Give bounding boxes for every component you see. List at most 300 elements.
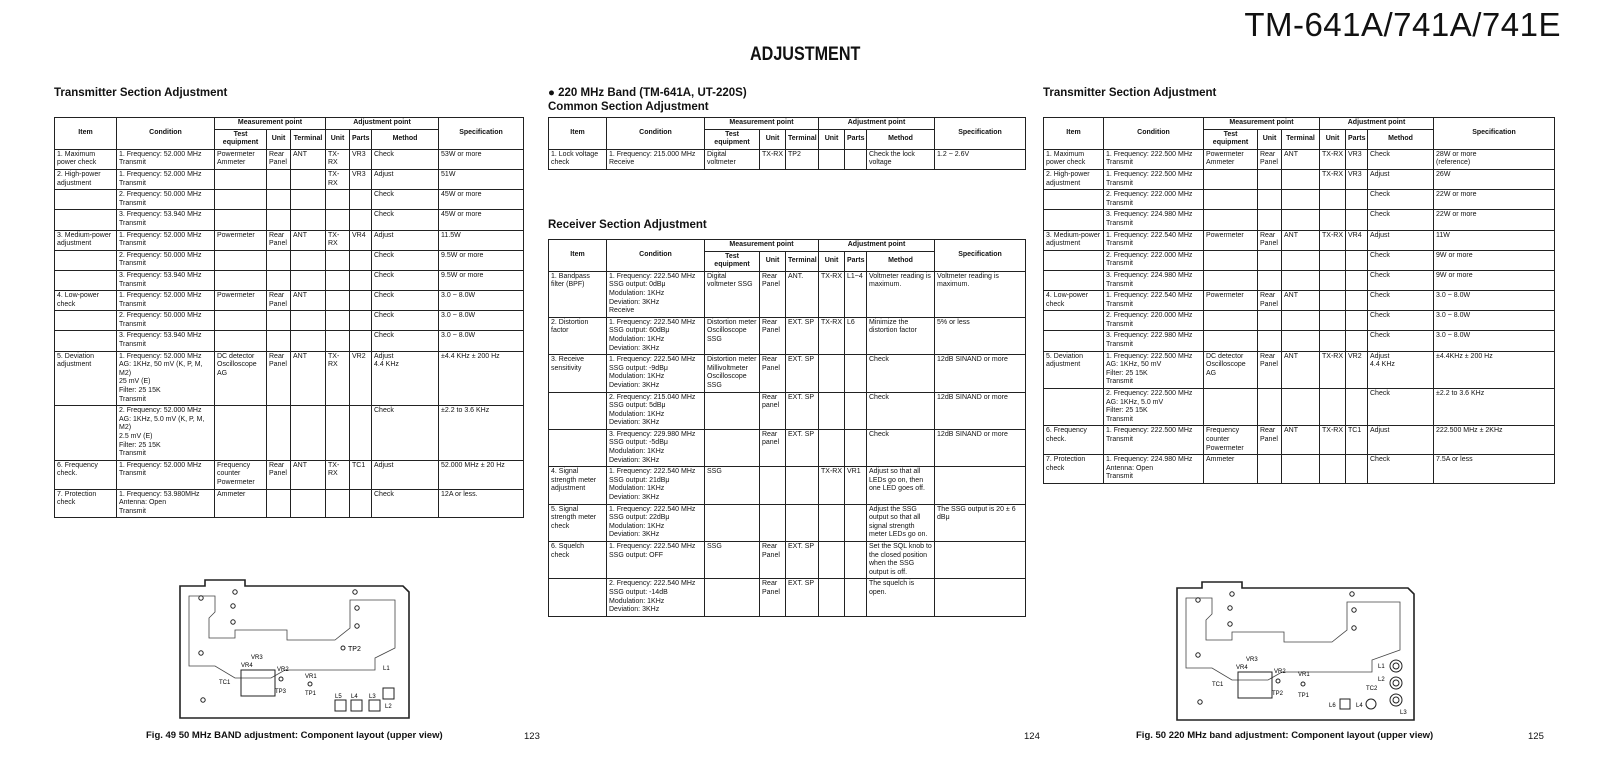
parts-cell: VR4 <box>350 230 372 250</box>
adjustment-unit-cell: TX-RX <box>326 351 350 406</box>
measurement-unit-cell <box>760 504 786 541</box>
parts-cell <box>350 210 372 230</box>
item-cell <box>1044 389 1104 426</box>
test-equipment-cell: DC detector Oscilloscope AG <box>215 351 267 406</box>
measurement-unit-cell <box>1258 169 1282 189</box>
right-transmitter-table <box>1043 117 1555 484</box>
table-row <box>549 429 1026 466</box>
measurement-unit-cell: Rear Panel <box>760 317 786 354</box>
terminal-cell <box>1282 250 1320 270</box>
terminal-cell <box>291 250 326 270</box>
test-equipment-cell <box>215 169 267 189</box>
parts-cell <box>1346 270 1368 290</box>
table-row <box>1044 149 1555 169</box>
terminal-cell: EXT. SP <box>786 579 819 616</box>
test-equipment-cell <box>215 311 267 331</box>
parts-cell <box>350 270 372 290</box>
test-equipment-cell: SSG <box>705 467 760 504</box>
adjustment-unit-cell <box>326 291 350 311</box>
measurement-unit-cell <box>267 190 291 210</box>
col-item: Item <box>549 118 607 150</box>
table-row <box>549 579 1026 616</box>
item-cell: 4. Signal strength meter adjustment <box>549 467 607 504</box>
test-equipment-cell <box>1204 331 1258 351</box>
specification-cell: 45W or more <box>439 210 524 230</box>
parts-cell: VR3 <box>350 169 372 189</box>
condition-cell: 2. Frequency: 222.500 MHz AG: 1KHz, 5.0 mV Filter: 25 15K Transmit <box>1104 389 1204 426</box>
col-terminal: Terminal <box>786 129 819 149</box>
measurement-unit-cell <box>267 210 291 230</box>
item-cell: 2. High-power adjustment <box>1044 169 1104 189</box>
terminal-cell <box>291 190 326 210</box>
terminal-cell <box>786 467 819 504</box>
parts-cell <box>845 429 867 466</box>
adjustment-unit-cell: TX-RX <box>819 467 845 504</box>
condition-cell: 2. Frequency: 215.040 MHz SSG output: 5dBμ Modulation: 1KHz Deviation: 3KHz <box>607 392 705 429</box>
adjustment-unit-cell <box>819 504 845 541</box>
label-tp1: TP1 <box>1298 693 1310 699</box>
adjustment-unit-cell: TX-RX <box>1320 149 1346 169</box>
condition-cell: 1. Frequency: 52.000 MHz AG: 1KHz, 50 mV (K, P, M, M2) 25 mV (E) Filter: 25 15K Transmit <box>117 351 215 406</box>
item-cell: 7. Protection check <box>1044 455 1104 484</box>
terminal-cell <box>1282 331 1320 351</box>
table-row <box>55 190 524 210</box>
item-cell: 1. Maximum power check <box>1044 149 1104 169</box>
specification-cell: ±2.2 to 3.6 KHz <box>439 406 524 461</box>
condition-cell: 1. Frequency: 52.000 MHz Transmit <box>117 149 215 169</box>
condition-cell: 1. Frequency: 222.540 MHz SSG output: OFF <box>607 542 705 579</box>
parts-cell <box>845 579 867 616</box>
table-row <box>1044 230 1555 250</box>
test-equipment-cell <box>1204 190 1258 210</box>
terminal-cell: EXT. SP <box>786 429 819 466</box>
common-section-title: Common Section Adjustment <box>548 101 709 113</box>
common-section-table <box>548 117 1026 170</box>
test-equipment-cell <box>705 504 760 541</box>
test-equipment-cell: Powermeter Ammeter <box>1204 149 1258 169</box>
table-row <box>549 542 1026 579</box>
col-test-equipment: Test equipment <box>215 129 267 149</box>
test-equipment-cell: Powermeter <box>215 291 267 311</box>
item-cell: 3. Receive sensitivity <box>549 355 607 392</box>
table-row <box>55 489 524 518</box>
table-row <box>549 355 1026 392</box>
adjustment-unit-cell: TX-RX <box>1320 230 1346 250</box>
parts-cell <box>1346 455 1368 484</box>
col-measurement-point: Measurement point <box>215 118 326 130</box>
method-cell: Check <box>867 429 935 466</box>
adjustment-unit-cell <box>1320 250 1346 270</box>
label-l3: L3 <box>369 694 376 700</box>
measurement-unit-cell <box>1258 190 1282 210</box>
item-cell: 6. Squelch check <box>549 542 607 579</box>
label-l2: L2 <box>1378 677 1385 683</box>
method-cell: Check <box>1368 291 1434 311</box>
col-item: Item <box>55 118 117 150</box>
condition-cell: 2. Frequency: 52.000 MHz AG: 1KHz, 5.0 mV (K, P, M, M2) 2.5 mV (E) Filter: 25 15K Transmit <box>117 406 215 461</box>
condition-cell: 1. Frequency: 222.540 MHz Transmit <box>1104 291 1204 311</box>
parts-cell <box>350 311 372 331</box>
condition-cell: 1. Frequency: 222.500 MHz Transmit <box>1104 169 1204 189</box>
parts-cell <box>350 250 372 270</box>
method-cell: Check <box>867 392 935 429</box>
parts-cell: VR3 <box>1346 149 1368 169</box>
parts-cell <box>845 542 867 579</box>
measurement-unit-cell <box>760 467 786 504</box>
condition-cell: 2. Frequency: 222.000 MHz Transmit <box>1104 190 1204 210</box>
table-row <box>55 311 524 331</box>
specification-cell: 12dB SINAND or more <box>935 355 1026 392</box>
table-row <box>1044 311 1555 331</box>
method-cell: Adjust <box>1368 426 1434 455</box>
label-vr3: VR3 <box>251 655 263 661</box>
item-cell: 1. Bandpass filter (BPF) <box>549 271 607 317</box>
item-cell: 5. Signal strength meter check <box>549 504 607 541</box>
terminal-cell <box>1282 190 1320 210</box>
terminal-cell: ANT <box>1282 291 1320 311</box>
label-tp2: TP2 <box>348 646 361 653</box>
table-row <box>549 149 1026 169</box>
specification-cell: 7.5A or less <box>1434 455 1555 484</box>
method-cell: Check the lock voltage <box>867 149 935 169</box>
test-equipment-cell <box>705 392 760 429</box>
table-row <box>55 460 524 489</box>
parts-cell: VR4 <box>1346 230 1368 250</box>
measurement-unit-cell: Rear Panel <box>760 271 786 317</box>
table-row <box>1044 270 1555 290</box>
measurement-unit-cell: Rear Panel <box>1258 230 1282 250</box>
condition-cell: 1. Frequency: 52.000 MHz Transmit <box>117 291 215 311</box>
measurement-unit-cell <box>267 250 291 270</box>
measurement-unit-cell <box>267 406 291 461</box>
test-equipment-cell <box>1204 250 1258 270</box>
col-condition: Condition <box>117 118 215 150</box>
table-row <box>55 230 524 250</box>
label-tc2: TC2 <box>1366 686 1378 692</box>
test-equipment-cell: Distortion meter Millivoltmeter Oscilloscope SSG <box>705 355 760 392</box>
method-cell: Check <box>372 331 439 351</box>
test-equipment-cell <box>1204 389 1258 426</box>
specification-cell: 12dB SINAND or more <box>935 429 1026 466</box>
measurement-unit-cell <box>267 331 291 351</box>
method-cell: Check <box>372 149 439 169</box>
col-measurement-point: Measurement point <box>705 118 819 130</box>
label-vr2: VR2 <box>1274 669 1286 675</box>
terminal-cell <box>291 270 326 290</box>
col-adjustment-point: Adjustment point <box>819 118 935 130</box>
page-title: ADJUSTMENT <box>750 44 861 65</box>
col-method: Method <box>867 129 935 149</box>
specification-cell: 3.0 ~ 8.0W <box>439 331 524 351</box>
measurement-unit-cell <box>267 311 291 331</box>
label-l1: L1 <box>383 666 390 672</box>
adjustment-unit-cell: TX-RX <box>819 271 845 317</box>
parts-cell: L1~4 <box>845 271 867 317</box>
terminal-cell <box>786 504 819 541</box>
adjustment-unit-cell <box>326 250 350 270</box>
adjustment-unit-cell <box>1320 210 1346 230</box>
figure-caption-50: Fig. 50 220 MHz band adjustment: Component layout (upper view) <box>1136 730 1434 741</box>
item-cell: 2. High-power adjustment <box>55 169 117 189</box>
receiver-section-table <box>548 239 1026 617</box>
condition-cell: 1. Frequency: 222.500 MHz Transmit <box>1104 426 1204 455</box>
label-tp2: TP2 <box>1272 691 1284 697</box>
method-cell: Adjust <box>372 169 439 189</box>
table-row <box>1044 250 1555 270</box>
page-number-124: 124 <box>1024 731 1040 742</box>
method-cell: Check <box>372 190 439 210</box>
terminal-cell <box>291 311 326 331</box>
condition-cell: 1. Frequency: 222.540 MHz SSG output: -9dBμ Modulation: 1KHz Deviation: 3KHz <box>607 355 705 392</box>
col-unit: Unit <box>819 251 845 271</box>
terminal-cell <box>1282 169 1320 189</box>
item-cell: 7. Protection check <box>55 489 117 518</box>
condition-cell: 1. Frequency: 222.540 MHz Transmit <box>1104 230 1204 250</box>
col-unit: Unit <box>1320 129 1346 149</box>
table-row <box>1044 389 1555 426</box>
parts-cell <box>845 355 867 392</box>
item-cell: 1. Lock voltage check <box>549 149 607 169</box>
label-vr4: VR4 <box>241 663 253 669</box>
specification-cell: 9W or more <box>1434 250 1555 270</box>
specification-cell: 11.5W <box>439 230 524 250</box>
test-equipment-cell: Ammeter <box>215 489 267 518</box>
adjustment-unit-cell <box>1320 190 1346 210</box>
terminal-cell: ANT <box>1282 351 1320 388</box>
col-test-equipment: Test equipment <box>1204 129 1258 149</box>
condition-cell: 1. Frequency: 224.980 MHz Antenna: Open Transmit <box>1104 455 1204 484</box>
terminal-cell <box>1282 389 1320 426</box>
specification-cell: 12dB SINAND or more <box>935 392 1026 429</box>
test-equipment-cell: Distortion meter Oscilloscope SSG <box>705 317 760 354</box>
terminal-cell: TP2 <box>786 149 819 169</box>
method-cell: Check <box>1368 311 1434 331</box>
specification-cell: 26W <box>1434 169 1555 189</box>
adjustment-unit-cell <box>819 355 845 392</box>
method-cell: Check <box>1368 389 1434 426</box>
table-row <box>549 467 1026 504</box>
method-cell: Check <box>1368 149 1434 169</box>
specification-cell: 22W or more <box>1434 210 1555 230</box>
item-cell: 4. Low-power check <box>1044 291 1104 311</box>
col-adjustment-point: Adjustment point <box>819 240 935 252</box>
test-equipment-cell <box>705 579 760 616</box>
parts-cell <box>845 149 867 169</box>
table-row <box>55 331 524 351</box>
test-equipment-cell: SSG <box>705 542 760 579</box>
condition-cell: 2. Frequency: 50.000 MHz Transmit <box>117 250 215 270</box>
test-equipment-cell: Powermeter Ammeter <box>215 149 267 169</box>
condition-cell: 1. Frequency: 215.000 MHz Receive <box>607 149 705 169</box>
table-row <box>1044 455 1555 484</box>
parts-cell <box>1346 210 1368 230</box>
adjustment-unit-cell: TX-RX <box>326 169 350 189</box>
method-cell: Adjust <box>372 460 439 489</box>
measurement-unit-cell <box>267 270 291 290</box>
adjustment-unit-cell: TX-RX <box>819 317 845 354</box>
test-equipment-cell: Powermeter <box>1204 291 1258 311</box>
col-specification: Specification <box>1434 118 1555 150</box>
measurement-unit-cell: Rear Panel <box>1258 426 1282 455</box>
condition-cell: 1. Frequency: 52.000 MHz Transmit <box>117 230 215 250</box>
specification-cell: ±4.4KHz ± 200 Hz <box>1434 351 1555 388</box>
adjustment-unit-cell <box>819 392 845 429</box>
method-cell: Adjust the SSG output so that all signal strength meter LEDs go on. <box>867 504 935 541</box>
specification-cell: 3.0 ~ 8.0W <box>1434 311 1555 331</box>
col-test-equipment: Test equipment <box>705 129 760 149</box>
item-cell <box>549 392 607 429</box>
col-unit: Unit <box>760 129 786 149</box>
test-equipment-cell: Frequency counter Powermeter <box>1204 426 1258 455</box>
adjustment-unit-cell: TX-RX <box>1320 426 1346 455</box>
measurement-unit-cell: Rear Panel <box>760 355 786 392</box>
condition-cell: 1. Frequency: 222.540 MHz SSG output: 22dBμ Modulation: 1KHz Deviation: 3KHz <box>607 504 705 541</box>
col-condition: Condition <box>1104 118 1204 150</box>
adjustment-unit-cell: TX-RX <box>1320 169 1346 189</box>
label-vr2: VR2 <box>277 667 289 673</box>
method-cell: Check <box>1368 270 1434 290</box>
terminal-cell: ANT <box>291 291 326 311</box>
terminal-cell: ANT <box>291 460 326 489</box>
terminal-cell: EXT. SP <box>786 317 819 354</box>
method-cell: Check <box>1368 455 1434 484</box>
condition-cell: 3. Frequency: 53.940 MHz Transmit <box>117 331 215 351</box>
test-equipment-cell <box>215 270 267 290</box>
method-cell: Check <box>867 355 935 392</box>
col-specification: Specification <box>439 118 524 150</box>
measurement-unit-cell: Rear panel <box>760 392 786 429</box>
condition-cell: 1. Frequency: 222.540 MHz SSG output: 21dBμ Modulation: 1KHz Deviation: 3KHz <box>607 467 705 504</box>
test-equipment-cell <box>1204 311 1258 331</box>
test-equipment-cell: Powermeter <box>215 230 267 250</box>
terminal-cell <box>291 489 326 518</box>
terminal-cell <box>1282 455 1320 484</box>
measurement-unit-cell: TX-RX <box>760 149 786 169</box>
specification-cell: 222.500 MHz ± 2KHz <box>1434 426 1555 455</box>
test-equipment-cell: Ammeter <box>1204 455 1258 484</box>
parts-cell <box>350 489 372 518</box>
specification-cell: ±2.2 to 3.6 KHz <box>1434 389 1555 426</box>
parts-cell: VR1 <box>845 467 867 504</box>
parts-cell <box>1346 389 1368 426</box>
col-adjustment-point: Adjustment point <box>1320 118 1434 130</box>
test-equipment-cell <box>215 190 267 210</box>
specification-cell: 9.5W or more <box>439 270 524 290</box>
col-unit: Unit <box>760 251 786 271</box>
method-cell: Check <box>1368 210 1434 230</box>
measurement-unit-cell <box>1258 389 1282 426</box>
specification-cell: 45W or more <box>439 190 524 210</box>
parts-cell <box>1346 250 1368 270</box>
specification-cell: 12A or less. <box>439 489 524 518</box>
left-transmitter-table <box>54 117 524 518</box>
specification-cell: 28W or more (reference) <box>1434 149 1555 169</box>
item-cell: 3. Medium-power adjustment <box>1044 230 1104 250</box>
specification-cell: 5% or less <box>935 317 1026 354</box>
measurement-unit-cell: Rear Panel <box>1258 149 1282 169</box>
parts-cell <box>1346 331 1368 351</box>
label-tc1: TC1 <box>1212 682 1224 688</box>
method-cell: The squelch is open. <box>867 579 935 616</box>
col-method: Method <box>1368 129 1434 149</box>
method-cell: Adjust <box>1368 230 1434 250</box>
specification-cell: 9W or more <box>1434 270 1555 290</box>
col-terminal: Terminal <box>1282 129 1320 149</box>
condition-cell: 3. Frequency: 229.980 MHz SSG output: -5dBμ Modulation: 1KHz Deviation: 3KHz <box>607 429 705 466</box>
table-row <box>1044 351 1555 388</box>
terminal-cell: ANT <box>291 351 326 406</box>
right-section-title: Transmitter Section Adjustment <box>1043 87 1217 99</box>
test-equipment-cell: DC detector Oscilloscope AG <box>1204 351 1258 388</box>
table-row <box>55 270 524 290</box>
col-unit: Unit <box>267 129 291 149</box>
method-cell: Check <box>372 489 439 518</box>
table-row <box>1044 190 1555 210</box>
specification-cell: 51W <box>439 169 524 189</box>
terminal-cell <box>291 210 326 230</box>
item-cell <box>55 270 117 290</box>
item-cell <box>55 250 117 270</box>
board-layout-50mhz <box>175 578 415 726</box>
table-row <box>55 406 524 461</box>
specification-cell <box>935 579 1026 616</box>
adjustment-unit-cell <box>1320 311 1346 331</box>
parts-cell: VR3 <box>350 149 372 169</box>
label-l4: L4 <box>1356 703 1363 709</box>
method-cell: Set the SQL knob to the closed position when the SSG output is off. <box>867 542 935 579</box>
adjustment-unit-cell: TX-RX <box>1320 351 1346 388</box>
adjustment-unit-cell <box>326 210 350 230</box>
adjustment-unit-cell <box>326 406 350 461</box>
specification-cell: 53W or more <box>439 149 524 169</box>
condition-cell: 2. Frequency: 50.000 MHz Transmit <box>117 311 215 331</box>
table-row <box>1044 331 1555 351</box>
measurement-unit-cell: Rear panel <box>760 429 786 466</box>
terminal-cell: EXT. SP <box>786 355 819 392</box>
method-cell: Check <box>372 291 439 311</box>
condition-cell: 1. Frequency: 53.980MHz Antenna: Open Transmit <box>117 489 215 518</box>
adjustment-unit-cell <box>1320 389 1346 426</box>
method-cell: Check <box>1368 250 1434 270</box>
adjustment-unit-cell <box>1320 270 1346 290</box>
item-cell <box>1044 270 1104 290</box>
table-row <box>549 271 1026 317</box>
adjustment-unit-cell <box>819 579 845 616</box>
terminal-cell: ANT <box>1282 230 1320 250</box>
label-tp1: TP1 <box>305 691 317 697</box>
col-parts: Parts <box>845 251 867 271</box>
item-cell: 6. Frequency check. <box>1044 426 1104 455</box>
parts-cell: TC1 <box>1346 426 1368 455</box>
label-l1: L1 <box>1378 664 1385 670</box>
condition-cell: 3. Frequency: 224.980 MHz Transmit <box>1104 270 1204 290</box>
item-cell <box>549 579 607 616</box>
col-parts: Parts <box>1346 129 1368 149</box>
col-unit: Unit <box>1258 129 1282 149</box>
parts-cell: VR3 <box>1346 169 1368 189</box>
test-equipment-cell <box>215 210 267 230</box>
item-cell <box>55 311 117 331</box>
condition-cell: 3. Frequency: 53.940 MHz Transmit <box>117 270 215 290</box>
item-cell: 5. Deviation adjustment <box>55 351 117 406</box>
item-cell <box>549 429 607 466</box>
col-test-equipment: Test equipment <box>705 251 760 271</box>
condition-cell: 3. Frequency: 53.940 MHz Transmit <box>117 210 215 230</box>
method-cell: Adjust 4.4 KHz <box>1368 351 1434 388</box>
table-row <box>549 392 1026 429</box>
test-equipment-cell: Digital voltmeter <box>705 149 760 169</box>
method-cell: Adjust so that all LEDs go on, then one LED goes off. <box>867 467 935 504</box>
